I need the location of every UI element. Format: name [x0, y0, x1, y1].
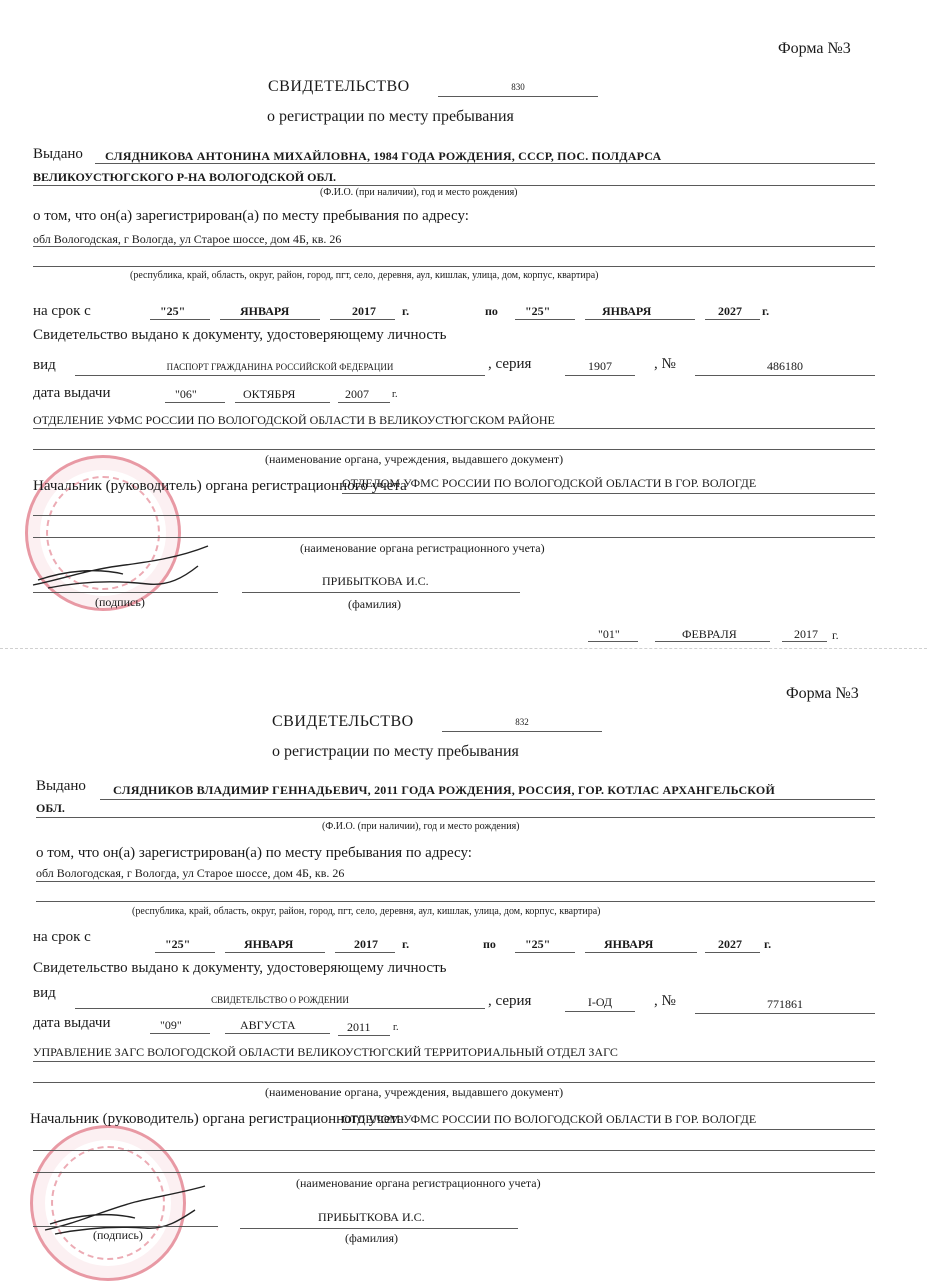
sign-month-rule: [655, 641, 770, 642]
issued-label: Выдано: [33, 146, 83, 162]
term-to-year-rule: [705, 319, 760, 320]
head-org-value: ОТДЕЛОМ УФМС РОССИИ ПО ВОЛОГОДСКОЙ ОБЛАСТИ В ГОР. ВОЛОГДЕ: [342, 1112, 757, 1126]
issued-line1-rule: [100, 799, 875, 800]
form-number-label: Форма №3: [786, 685, 859, 702]
issuer-rule-1: [33, 428, 875, 429]
reg-org-caption: (наименование органа регистрационного учета): [296, 1176, 541, 1190]
term-to-year-suffix: г.: [762, 304, 770, 318]
term-label: на срок с: [33, 929, 91, 945]
head-org-rule-1: [342, 493, 875, 494]
doc-kind-value: ПАСПОРТ ГРАЖДАНИНА РОССИЙСКОЙ ФЕДЕРАЦИИ: [166, 362, 394, 372]
registered-text: о том, что он(а) зарегистрирован(а) по месту пребывания по адресу:: [36, 845, 472, 861]
issuer-rule-1: [33, 1061, 875, 1062]
issue-day: "06": [175, 387, 197, 401]
doc-series-rule: [565, 375, 635, 376]
surname-value: ПРИБЫТКОВА И.С.: [318, 1210, 425, 1224]
surname-caption: (фамилия): [348, 597, 402, 611]
address-caption: (республика, край, область, округ, район, город, пгт, село, деревня, аул, кишлак, улица, дом, корпус, квартира): [132, 906, 601, 917]
term-from-year: 2017: [354, 937, 378, 951]
address-rule-2: [33, 266, 875, 267]
address-caption: (республика, край, область, округ, район, город, пгт, село, деревня, аул, кишлак, улица, дом, корпус, квартира): [130, 270, 599, 281]
term-from-month-rule: [220, 319, 320, 320]
issue-date-label: дата выдачи: [33, 1015, 111, 1031]
doc-series-value: I-ОД: [587, 995, 613, 1009]
issued-to-line2: ВЕЛИКОУСТЮГСКОГО Р-НА ВОЛОГОДСКОЙ ОБЛ.: [33, 170, 337, 184]
term-to-label: по: [485, 304, 498, 318]
doc-series-value: 1907: [588, 359, 612, 373]
doc-number-rule: [695, 1013, 875, 1014]
term-from-year-suffix: г.: [402, 304, 410, 318]
sign-year-rule: [782, 641, 827, 642]
issue-year-rule: [338, 402, 390, 403]
issued-line1-rule: [95, 163, 875, 164]
form-number-label: Форма №3: [778, 40, 851, 57]
issue-day: "09": [160, 1018, 182, 1032]
term-to-day-rule: [515, 319, 575, 320]
issue-month-rule: [235, 402, 330, 403]
issued-label: Выдано: [36, 778, 86, 794]
document-text: Свидетельство выдано к документу, удостоверяющему личность: [33, 327, 447, 343]
sign-year: 2017: [794, 627, 818, 641]
doc-number-value: 771861: [767, 997, 803, 1011]
issuer-caption: (наименование органа, учреждения, выдавшего документ): [265, 452, 564, 466]
doc-series-label: , серия: [488, 356, 532, 372]
registered-text: о том, что он(а) зарегистрирован(а) по месту пребывания по адресу:: [33, 208, 469, 224]
head-org-rule-2: [33, 515, 875, 516]
sign-year-suffix: г.: [832, 628, 839, 642]
registration-certificate-2: [0, 675, 927, 1280]
term-to-year: 2027: [718, 304, 742, 318]
doc-number-rule: [695, 375, 875, 376]
term-from-day: "25": [165, 937, 191, 951]
doc-number-label: , №: [654, 356, 676, 372]
doc-series-rule: [565, 1011, 635, 1012]
term-from-month: ЯНВАРЯ: [240, 304, 290, 318]
issuer-rule-2: [33, 449, 875, 450]
reg-org-caption: (наименование органа регистрационного учета): [300, 541, 545, 555]
certificate-number: 832: [515, 717, 529, 727]
issuer-caption: (наименование органа, учреждения, выдавшего документ): [265, 1085, 564, 1099]
surname-rule: [242, 592, 520, 593]
term-from-month-rule: [225, 952, 325, 953]
issued-to-line1: СЛЯДНИКОВ ВЛАДИМИР ГЕННАДЬЕВИЧ, 2011 ГОДА РОЖДЕНИЯ, РОССИЯ, ГОР. КОТЛАС АРХАНГЕЛЬСКОЙ: [113, 783, 775, 797]
head-org-rule-2: [33, 1150, 875, 1151]
term-from-month: ЯНВАРЯ: [244, 937, 294, 951]
term-from-year-rule: [330, 319, 395, 320]
issuer-rule-2: [33, 1082, 875, 1083]
sheet-divider: [0, 648, 927, 649]
sign-day: "01": [598, 627, 620, 641]
document-text: Свидетельство выдано к документу, удостоверяющему личность: [33, 960, 447, 976]
certificate-subtitle: о регистрации по месту пребывания: [267, 108, 514, 125]
sign-day-rule: [588, 641, 638, 642]
term-from-year: 2017: [352, 304, 376, 318]
surname-value: ПРИБЫТКОВА И.С.: [322, 574, 429, 588]
term-to-year-suffix: г.: [764, 937, 772, 951]
term-to-day: "25": [525, 304, 551, 318]
issue-day-rule: [150, 1033, 210, 1034]
issue-month: ОКТЯБРЯ: [243, 387, 296, 401]
issue-day-rule: [165, 402, 225, 403]
address-value: обл Вологодская, г Вологда, ул Старое шоссе, дом 4Б, кв. 26: [36, 866, 345, 880]
signature-rule: [33, 592, 218, 593]
certificate-title: СВИДЕТЕЛЬСТВО: [272, 713, 414, 730]
term-to-year-rule: [705, 952, 760, 953]
issue-year-suffix: г.: [392, 389, 398, 400]
doc-kind-label: вид: [33, 357, 56, 373]
head-label: Начальник (руководитель) органа регистрационного учета: [30, 1111, 404, 1127]
issuer-value: ОТДЕЛЕНИЕ УФМС РОССИИ ПО ВОЛОГОДСКОЙ ОБЛАСТИ В ВЕЛИКОУСТЮГСКОМ РАЙОНЕ: [33, 413, 555, 427]
signature-caption: (подпись): [93, 1228, 143, 1242]
head-label: Начальник (руководитель) органа регистрационного учета: [33, 478, 407, 494]
term-to-day: "25": [525, 937, 551, 951]
term-from-day-rule: [150, 319, 210, 320]
issue-year: 2011: [347, 1020, 371, 1034]
surname-rule: [240, 1228, 518, 1229]
issued-to-line2: ОБЛ.: [36, 801, 65, 815]
fio-caption: (Ф.И.О. (при наличии), год и место рождения): [320, 187, 518, 198]
certificate-number-line: [442, 731, 602, 732]
term-label: на срок с: [33, 303, 91, 319]
issue-year-suffix: г.: [393, 1022, 399, 1033]
issue-year-rule: [338, 1035, 390, 1036]
term-from-day-rule: [155, 952, 215, 953]
address-value: обл Вологодская, г Вологда, ул Старое шоссе, дом 4Б, кв. 26: [33, 232, 342, 246]
term-to-year: 2027: [718, 937, 742, 951]
doc-number-value: 486180: [767, 359, 803, 373]
signature-rule: [33, 1226, 218, 1227]
doc-series-label: , серия: [488, 993, 532, 1009]
term-from-year-suffix: г.: [402, 937, 410, 951]
issue-month: АВГУСТА: [240, 1018, 296, 1032]
issue-date-label: дата выдачи: [33, 385, 111, 401]
signature-scribble: [28, 540, 218, 595]
doc-kind-rule: [75, 375, 485, 376]
term-to-month-rule: [585, 952, 697, 953]
signature-caption: (подпись): [95, 595, 145, 609]
term-to-month: ЯНВАРЯ: [604, 937, 654, 951]
term-to-label: по: [483, 937, 496, 951]
term-to-day-rule: [515, 952, 575, 953]
doc-kind-label: вид: [33, 985, 56, 1001]
sign-month: ФЕВРАЛЯ: [682, 627, 737, 641]
term-to-month-rule: [585, 319, 695, 320]
fio-caption: (Ф.И.О. (при наличии), год и место рождения): [322, 821, 520, 832]
issued-line2-rule: [36, 817, 875, 818]
issue-year: 2007: [345, 387, 369, 401]
doc-kind-value: СВИДЕТЕЛЬСТВО О РОЖДЕНИИ: [211, 995, 349, 1005]
address-rule-1: [36, 881, 875, 882]
doc-kind-rule: [75, 1008, 485, 1009]
certificate-subtitle: о регистрации по месту пребывания: [272, 743, 519, 760]
term-to-month: ЯНВАРЯ: [602, 304, 652, 318]
head-org-rule-3: [33, 537, 875, 538]
doc-number-label: , №: [654, 993, 676, 1009]
term-from-year-rule: [335, 952, 395, 953]
head-org-rule-3: [33, 1172, 875, 1173]
address-rule-2: [36, 901, 875, 902]
issue-month-rule: [225, 1033, 330, 1034]
issuer-value: УПРАВЛЕНИЕ ЗАГС ВОЛОГОДСКОЙ ОБЛАСТИ ВЕЛИКОУСТЮГСКИЙ ТЕРРИТОРИАЛЬНЫЙ ОТДЕЛ ЗАГС: [33, 1045, 618, 1059]
head-org-value: ОТДЕЛОМ УФМС РОССИИ ПО ВОЛОГОДСКОЙ ОБЛАСТИ В ГОР. ВОЛОГДЕ: [342, 476, 757, 490]
head-org-rule-1: [342, 1129, 875, 1130]
surname-caption: (фамилия): [345, 1231, 399, 1245]
certificate-title: СВИДЕТЕЛЬСТВО: [268, 78, 410, 95]
address-rule-1: [33, 246, 875, 247]
certificate-number-line: [438, 96, 598, 97]
certificate-number: 830: [511, 82, 525, 92]
term-from-day: "25": [160, 304, 186, 318]
issued-line2-rule: [33, 185, 875, 186]
issued-to-line1: СЛЯДНИКОВА АНТОНИНА МИХАЙЛОВНА, 1984 ГОДА РОЖДЕНИЯ, СССР, ПОС. ПОЛДАРСА: [105, 149, 662, 163]
